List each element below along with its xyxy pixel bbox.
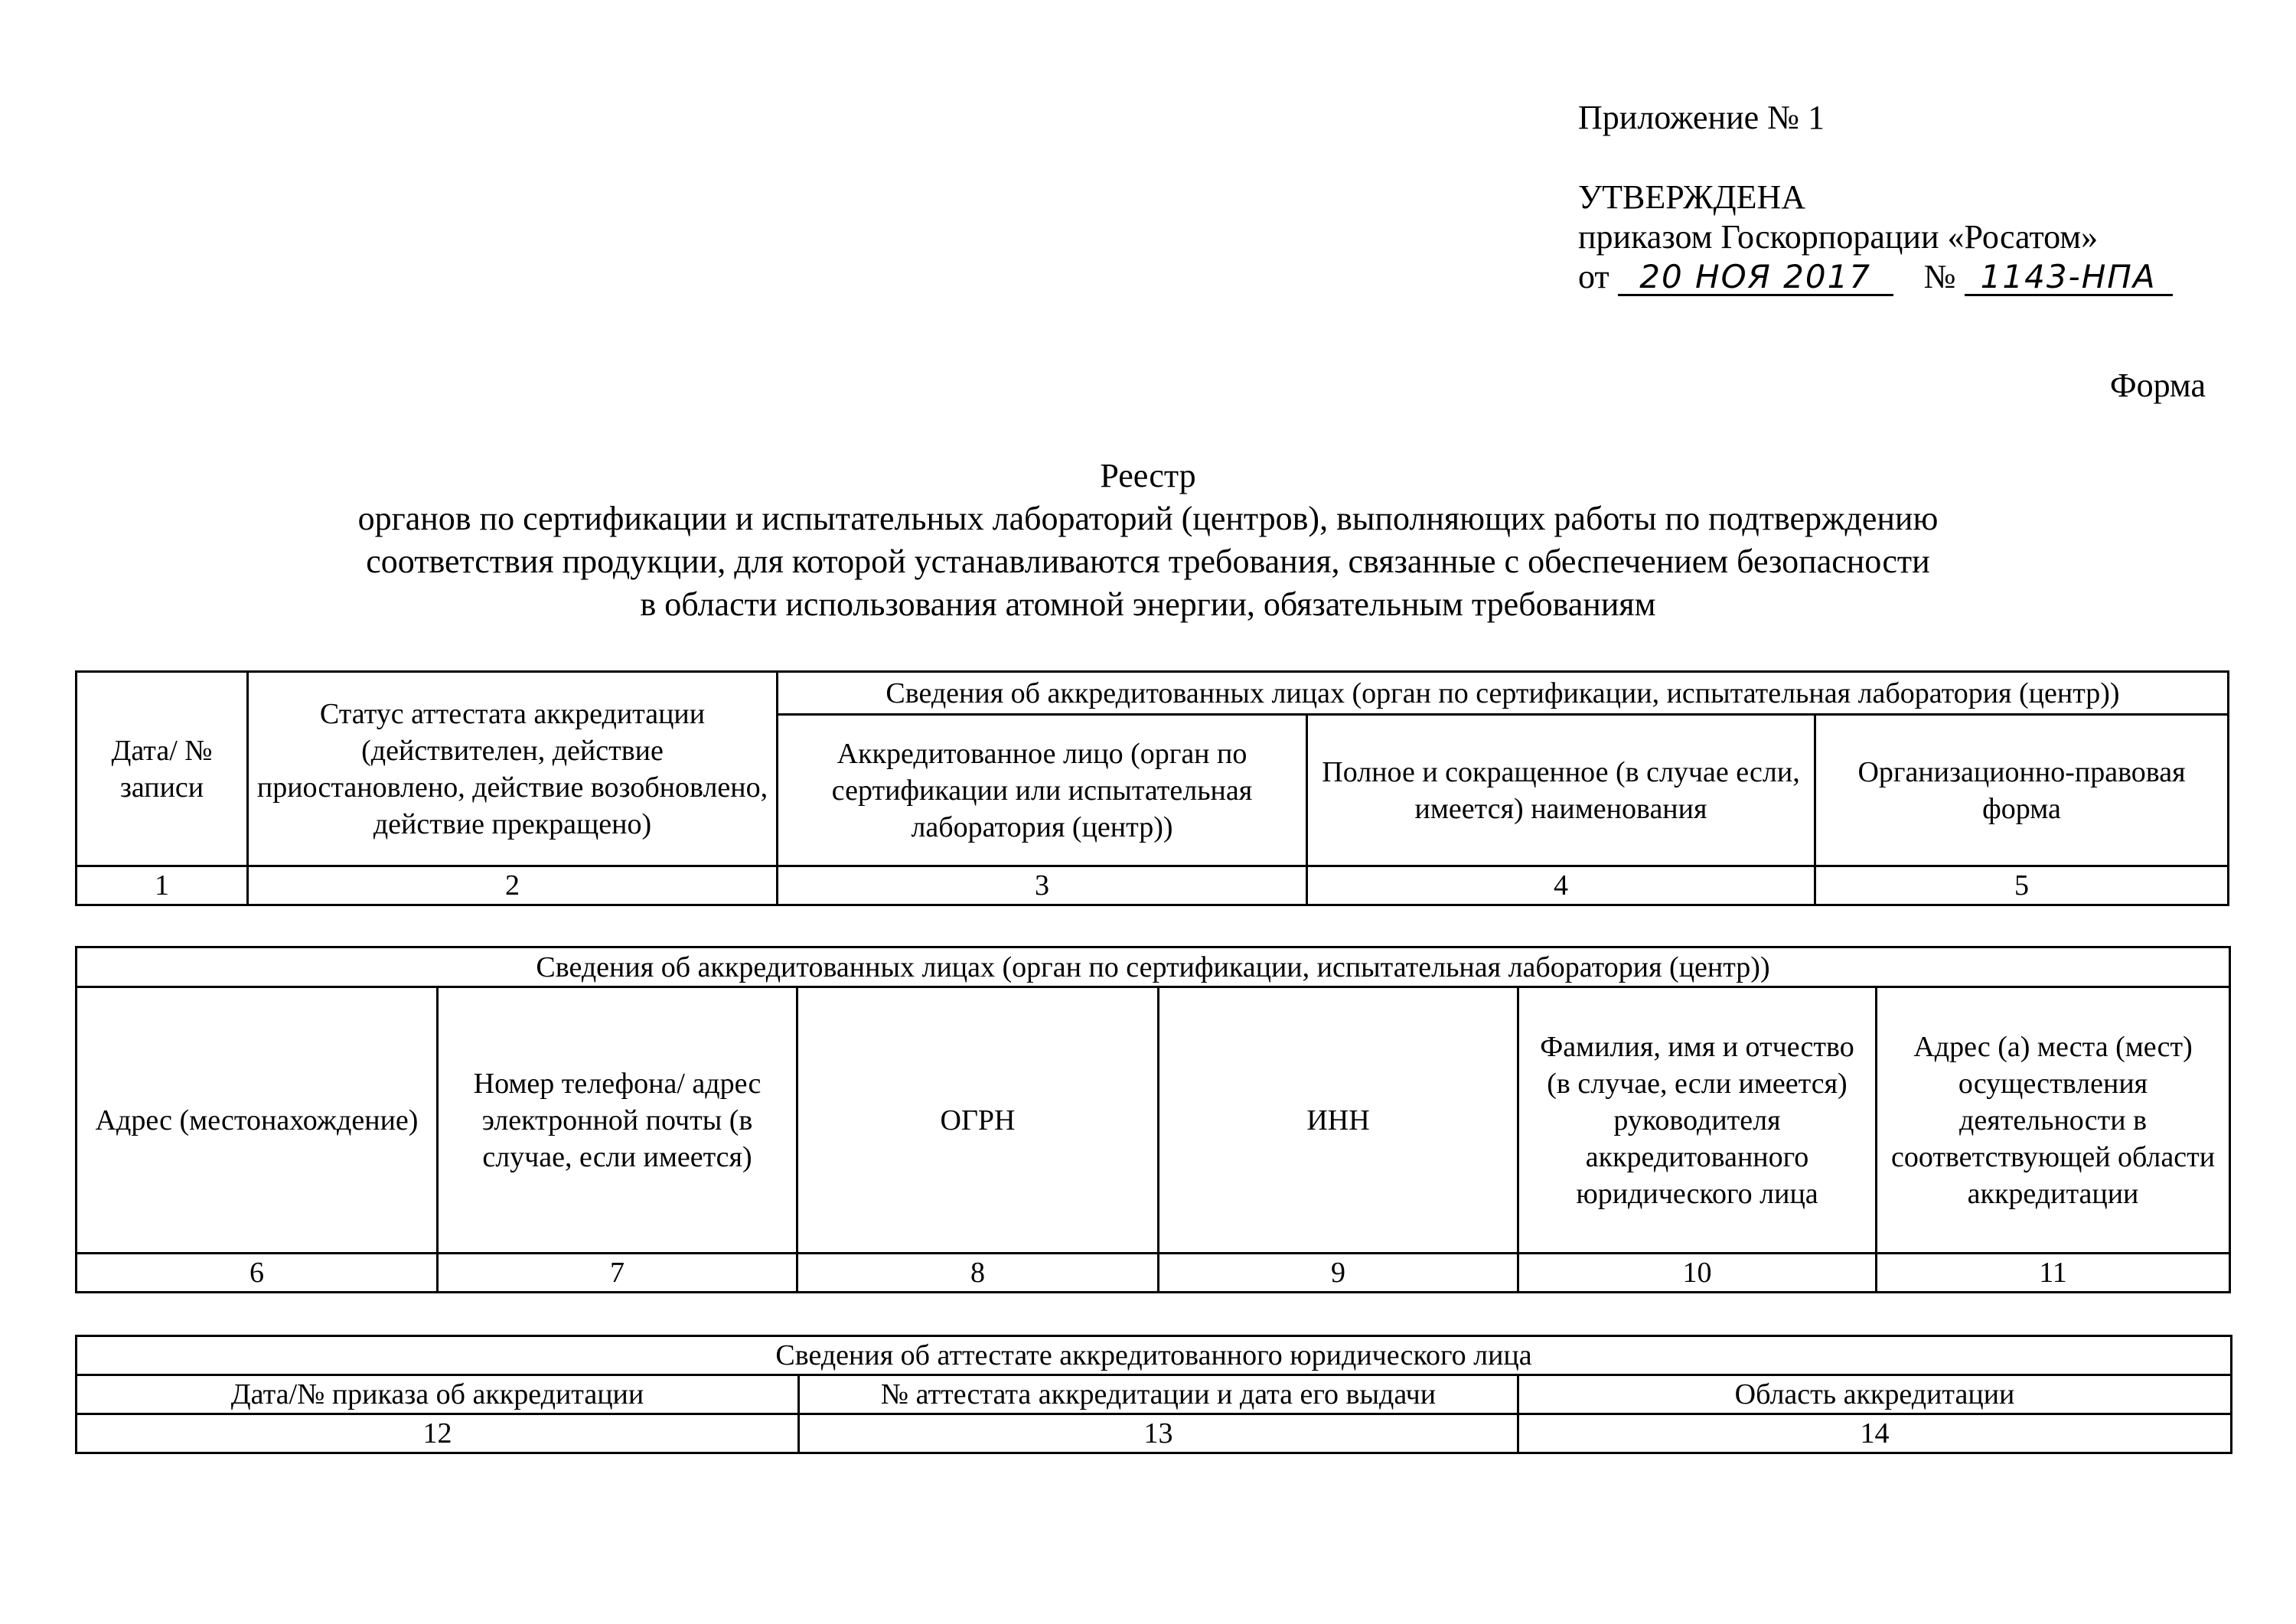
date-number-line [1578,257,2173,297]
column-number: 11 [1877,1254,2230,1293]
header-certificate-number: № аттестата аккредитации и дата его выдачи [799,1375,1518,1414]
appendix-label: Приложение № 1 [1578,99,1825,136]
header-activity-address: Адрес (а) места (мест) осуществления деятельности в соответствующей области аккредитации [1877,987,2230,1254]
header-certificate-info: Сведения об аттестате аккредитованного юридического лица [77,1336,2232,1375]
registry-table-2 [75,946,2231,1293]
header-accreditation-area: Область аккредитации [1518,1375,2232,1414]
title-line-3: соответствия продукции, для которой устанавливаются требования, связанные с обеспечением безопасности [366,543,1930,580]
header-date-record: Дата/ № записи [77,672,248,866]
header-inn: ИНН [1159,987,1518,1254]
handwritten-number: 1143-НПА [1965,260,2173,296]
column-number: 5 [1815,866,2229,905]
header-group-accredited: Сведения об аккредитованных лицах (орган по сертификации, испытательная лаборатория (центр)) [77,947,2230,987]
column-number: 4 [1307,866,1815,905]
column-number: 3 [778,866,1307,905]
column-number: 8 [797,1254,1159,1293]
column-number: 10 [1518,1254,1877,1293]
header-status: Статус аттестата аккредитации (действителен, действие приостановлено, действие возобновлено, действие прекращено) [248,672,778,866]
registry-table-1 [75,670,2229,906]
title-line-2: органов по сертификации и испытательных лабораторий (центров), выполняющих работы по подтверждению [357,500,1939,537]
title-line-1: Реестр [1100,457,1196,494]
header-director-name: Фамилия, имя и отчество (в случае, если имеется) руководителя аккредитованного юридического лица [1518,987,1877,1254]
header-legal-form: Организационно-правовая форма [1815,715,2229,866]
column-number: 6 [77,1254,438,1293]
header-accredited-person: Аккредитованное лицо (орган по сертификации или испытательная лаборатория (центр)) [778,715,1307,866]
column-number: 13 [799,1414,1518,1453]
column-number: 7 [438,1254,797,1293]
header-group-accredited: Сведения об аккредитованных лицах (орган по сертификации, испытательная лаборатория (центр)) [778,672,2229,715]
title-line-4: в области использования атомной энергии, обязательным требованиям [640,585,1656,623]
header-ogrn: ОГРН [797,987,1159,1254]
header-address: Адрес (местонахождение) [77,987,438,1254]
column-number: 12 [77,1414,799,1453]
column-number: 14 [1518,1414,2232,1453]
date-prefix: от [1578,258,1609,295]
header-full-name: Полное и сокращенное (в случае если, имеется) наименования [1307,715,1815,866]
number-prefix: № [1923,258,1956,295]
registry-table-3 [75,1335,2232,1454]
column-number: 1 [77,866,248,905]
handwritten-date: 20 НОЯ 2017 [1618,260,1893,296]
approval-block [1578,98,2173,297]
header-order-date: Дата/№ приказа об аккредитации [77,1375,799,1414]
form-label: Форма [2109,367,2206,404]
approved-label: УТВЕРЖДЕНА [1578,178,1806,216]
order-line: приказом Госкорпорации «Росатом» [1578,218,2099,256]
header-phone-email: Номер телефона/ адрес электронной почты (в случае, если имеется) [438,987,797,1254]
page-title [0,455,2296,626]
column-number: 9 [1159,1254,1518,1293]
column-number: 2 [248,866,778,905]
